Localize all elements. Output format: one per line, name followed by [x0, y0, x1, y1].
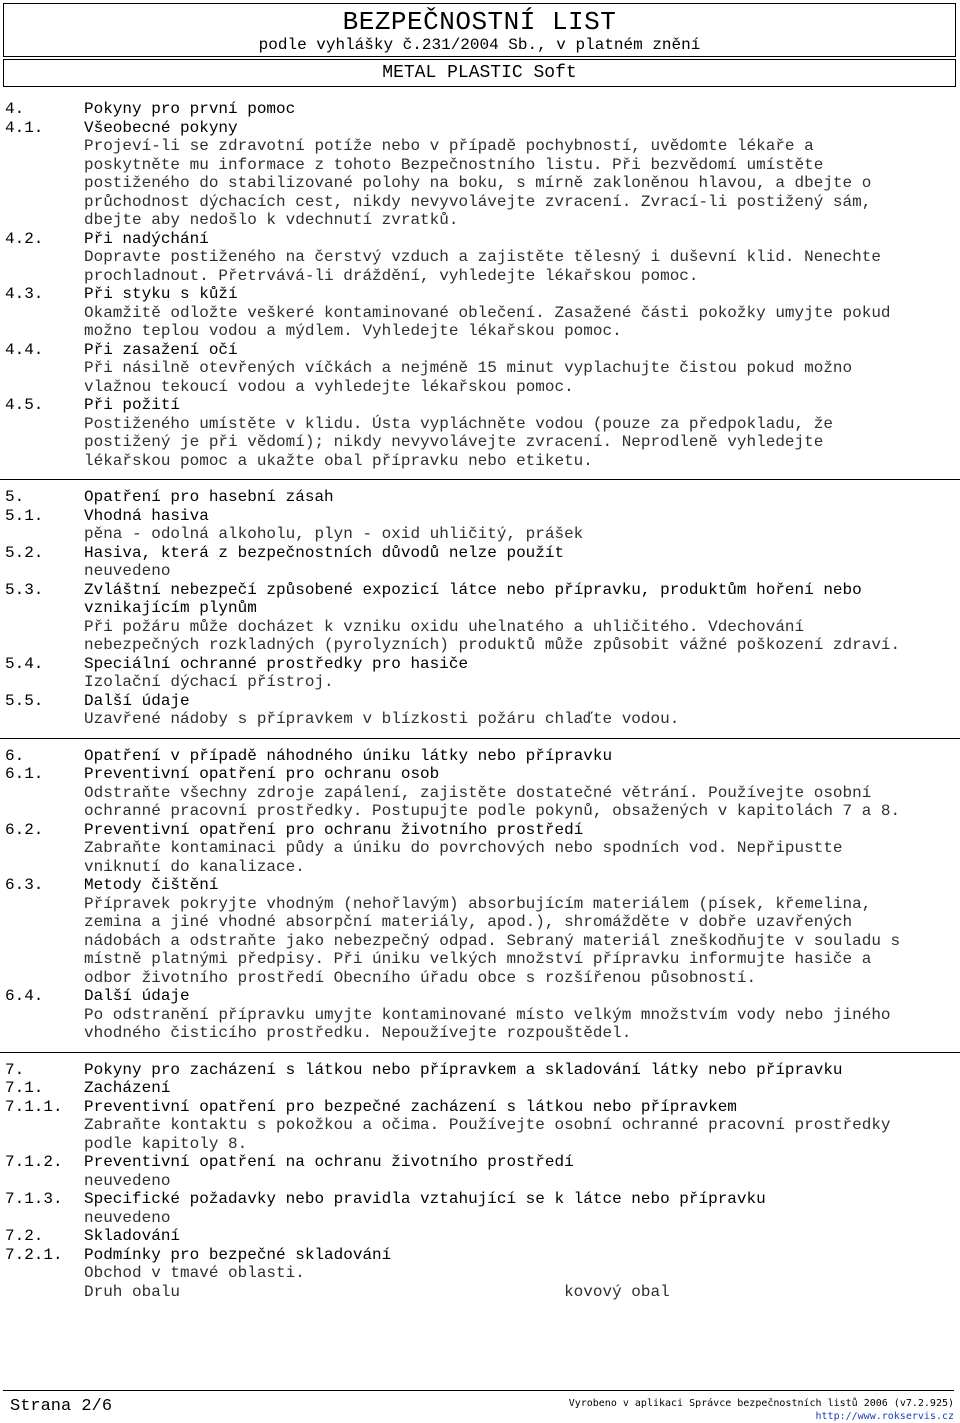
line-text: Opatření pro hasební zásah [84, 488, 334, 506]
body-line [0, 636, 960, 655]
body-line [0, 248, 960, 267]
body-line [0, 858, 960, 877]
section-heading [0, 100, 960, 119]
line-text: Specifické požadavky nebo pravidla vztahující se k látce nebo přípravku [84, 1190, 766, 1208]
section-number [0, 248, 84, 267]
section-number [0, 1172, 84, 1191]
line-text: Projeví-li se zdravotní potíže nebo v případě pochybností, uvědomte lékaře a [84, 137, 814, 155]
section-heading [0, 821, 960, 840]
section-heading [0, 396, 960, 415]
section-number [0, 802, 84, 821]
line-text: Zabraňte kontaminaci půdy a úniku do povrchových nebo spodních vod. Nepřipustte [84, 839, 843, 857]
body-line [0, 378, 960, 397]
body-line [0, 932, 960, 951]
line-text: Zabraňte kontaktu s pokožkou a očima. Používejte osobní ochranné pracovní prostředky [84, 1116, 891, 1134]
section-number [0, 267, 84, 286]
section-heading [0, 1153, 960, 1172]
line-text: Druh obalu kovový obal [84, 1282, 670, 1301]
line-text: vznikajícím plynům [84, 599, 257, 617]
section-number [0, 174, 84, 193]
section-number: 5.2. [5, 543, 44, 562]
body-line [0, 1172, 960, 1191]
body-line [0, 211, 960, 230]
line-text: Hasiva, která z bezpečnostních důvodů nelze použít [84, 543, 565, 562]
section-number: 4.5. [5, 396, 44, 414]
line-text: Okamžitě odložte veškeré kontaminované oblečení. Zasažené části pokožky umyjte pokud [84, 303, 891, 322]
line-text: Dopravte postiženého na čerstvý vzduch a zajistěte tělesný i duševní klid. Nenechte [84, 248, 881, 266]
document-content [0, 100, 960, 1301]
section-number: 5.5. [5, 691, 44, 710]
section-heading [0, 119, 960, 138]
section-heading [0, 1079, 960, 1098]
section-number [0, 433, 84, 452]
footer-credit [569, 1397, 954, 1423]
line-text: Preventivní opatření pro bezpečné zacházení s látkou nebo přípravkem [84, 1097, 737, 1116]
section-heading [0, 655, 960, 674]
body-line [0, 322, 960, 341]
line-text: Speciální ochranné prostředky pro hasiče [84, 654, 469, 673]
section-heading [0, 599, 960, 618]
section-heading [0, 341, 960, 360]
line-text: Zvláštní nebezpečí způsobené expozicí látce nebo přípravku, produktům hoření nebo [84, 580, 862, 599]
line-text: Metody čištění [84, 876, 219, 894]
section-heading [0, 1227, 960, 1246]
line-text: pěna - odolná alkoholu, plyn - oxid uhličitý, prášek [84, 525, 584, 543]
product-box [3, 59, 956, 87]
body-line [0, 913, 960, 932]
line-text: Pokyny pro zacházení s látkou nebo přípravkem a skladování látky nebo přípravku [84, 1060, 843, 1079]
section-number [0, 452, 84, 471]
line-text: neuvedeno [84, 562, 171, 580]
section-number [0, 913, 84, 932]
section-number: 5.4. [5, 654, 44, 673]
section-number: 4.1. [5, 118, 44, 137]
section-number [0, 969, 84, 988]
body-line [0, 839, 960, 858]
section-number: 7.1.2. [5, 1153, 63, 1171]
section-heading [0, 507, 960, 526]
section-number [0, 304, 84, 323]
section-number [0, 378, 84, 397]
line-text: Další údaje [84, 987, 190, 1005]
body-line [0, 784, 960, 803]
line-text: Další údaje [84, 691, 190, 710]
page-number: Strana 2/6 [10, 1397, 113, 1416]
section-heading [0, 692, 960, 711]
section-divider [0, 738, 960, 739]
section-heading [0, 1190, 960, 1209]
line-text: vlažnou tekoucí vodou a vyhledejte lékařskou pomoc. [84, 377, 574, 396]
section-number [0, 932, 84, 951]
section-number [0, 415, 84, 434]
line-text: zemina a jiné vhodné absorpční materiály, apod.), shromážděte v dobře uzavřených [84, 913, 853, 931]
line-text: neuvedeno [84, 1171, 171, 1190]
section-number [0, 1024, 84, 1043]
line-text: dbejte aby nedošlo k vdechnutí zvratků. [84, 211, 459, 229]
body-line [0, 1283, 960, 1302]
body-line [0, 525, 960, 544]
section-number [0, 1283, 84, 1302]
body-line [0, 433, 960, 452]
section-number: 6.2. [5, 820, 44, 839]
section-number: 4.4. [5, 340, 44, 359]
line-text: vniknutí do kanalizace. [84, 857, 305, 876]
body-line [0, 710, 960, 729]
line-text: Při styku s kůží [84, 285, 238, 303]
body-line [0, 1116, 960, 1135]
line-text: ochranné pracovní prostředky. Postupujte podle pokynů, obsažených v kapitolách 7 a 8. [84, 802, 901, 820]
line-text: Preventivní opatření na ochranu životního prostředí [84, 1153, 574, 1171]
section-number [0, 1135, 84, 1154]
section-number [0, 618, 84, 637]
line-text: nádobách a odstraňte jako nebezpečný odpad. Sebraný materiál zneškodňujte v souladu s [84, 931, 901, 950]
line-text: Při nadýchání [84, 229, 209, 248]
body-line [0, 174, 960, 193]
section-heading [0, 1098, 960, 1117]
section-number: 7.2.1. [5, 1245, 63, 1264]
section-number [0, 636, 84, 655]
section-number: 6.4. [5, 987, 44, 1005]
body-line [0, 415, 960, 434]
line-text: Izolační dýchací přístroj. [84, 673, 334, 691]
section-number [0, 193, 84, 212]
line-text: lékařskou pomoc a ukažte obal přípravku nebo etiketu. [84, 451, 593, 470]
section-number [0, 1209, 84, 1228]
section-number: 5.1. [5, 506, 44, 525]
line-text: Pokyny pro první pomoc [84, 100, 296, 118]
line-text: Podmínky pro bezpečné skladování [84, 1245, 392, 1264]
section-number [0, 359, 84, 378]
section-divider [0, 479, 960, 480]
body-line [0, 193, 960, 212]
body-line [0, 1024, 960, 1043]
line-text: Při zasažení očí [84, 340, 238, 359]
line-text: neuvedeno [84, 1208, 171, 1227]
section-heading [0, 1061, 960, 1080]
line-text: Preventivní opatření pro ochranu životního prostředí [84, 820, 584, 839]
line-text: Vhodná hasiva [84, 506, 209, 525]
line-text: Skladování [84, 1227, 181, 1245]
body-line [0, 304, 960, 323]
section-number [0, 858, 84, 877]
body-line [0, 802, 960, 821]
body-line [0, 1264, 960, 1283]
body-line [0, 895, 960, 914]
body-line [0, 673, 960, 692]
body-line [0, 950, 960, 969]
legal-reference: podle vyhlášky č.231/2004 Sb., v platném znění [258, 36, 701, 54]
section-number [0, 525, 84, 544]
section-number [0, 211, 84, 230]
line-text: místně platnými předpisy. Při úniku velkých množství přípravku informujte hasiče a [84, 950, 872, 968]
section-heading [0, 544, 960, 563]
section-number: 7.1.3. [5, 1190, 63, 1208]
section-number [0, 950, 84, 969]
product-name: METAL PLASTIC Soft [382, 63, 577, 83]
line-text: Obchod v tmavé oblasti. [84, 1264, 305, 1282]
generator-text: Vyrobeno v aplikaci Správce bezpečnostních listů 2006 (v7.2.925) [568, 1398, 954, 1409]
line-text: Při požití [84, 396, 181, 414]
document-title: BEZPEČNOSTNÍ LIST [342, 7, 617, 37]
section-number [0, 599, 84, 618]
line-text: Po odstranění přípravku umyjte kontaminované místo velkým množstvím vody nebo jiného [84, 1005, 891, 1024]
header-box [3, 3, 956, 57]
line-text: průchodnost dýchacích cest, nikdy nevyvolávejte zvracení. Zvrací-li postižený sám, [84, 192, 872, 211]
footer-divider [3, 1390, 954, 1391]
section-number: 4.3. [5, 285, 44, 303]
section-number [0, 710, 84, 729]
body-line [0, 267, 960, 286]
generator-link[interactable]: http://www.rokservis.cz [815, 1411, 954, 1422]
line-text: odbor životního prostředí Obecního úřadu obce s rozšířenou působností. [84, 968, 757, 987]
section-heading [0, 876, 960, 895]
section-number [0, 562, 84, 581]
section-number: 5. [5, 488, 25, 506]
section-number [0, 137, 84, 156]
body-line [0, 137, 960, 156]
line-text: Postiženého umístěte v klidu. Ústa vypláchněte vodou (pouze za předpokladu, že [84, 414, 833, 433]
section-heading [0, 230, 960, 249]
line-text: poskytněte mu informace z tohoto Bezpečnostního listu. Při bezvědomí umístěte [84, 155, 824, 174]
section-heading [0, 581, 960, 600]
line-text: prochladnout. Přetrvává-li dráždění, vyhledejte lékařskou pomoc. [84, 266, 699, 285]
body-line [0, 618, 960, 637]
section-heading [0, 765, 960, 784]
line-text: vhodného čisticího prostředku. Nepoužívejte rozpouštědel. [84, 1024, 632, 1042]
line-text: Přípravek pokryjte vhodným (nehořlavým) absorbujícím materiálem (písek, křemelina, [84, 894, 872, 913]
body-line [0, 1006, 960, 1025]
line-text: postižený je při vědomí); nikdy nevyvolávejte zvracení. Neprodleně vyhledejte [84, 433, 824, 451]
section-number: 5.3. [5, 580, 44, 599]
section-number: 7.2. [5, 1227, 44, 1245]
body-line [0, 156, 960, 175]
section-number: 6.1. [5, 765, 44, 783]
section-number [0, 784, 84, 803]
section-heading [0, 488, 960, 507]
section-number: 4.2. [5, 229, 44, 248]
line-text: Uzavřené nádoby s přípravkem v blízkosti požáru chlaďte vodou. [84, 710, 680, 728]
section-number [0, 839, 84, 858]
line-text: nebezpečných rozkladných (pyrolyzních) produktů může způsobit vážné poškození zdraví. [84, 636, 901, 654]
body-line [0, 359, 960, 378]
line-text: možno teplou vodou a mýdlem. Vyhledejte lékařskou pomoc. [84, 322, 622, 340]
line-text: Odstraňte všechny zdroje zapálení, zajistěte dostatečné větrání. Používejte osobní [84, 783, 872, 802]
section-number: 7.1. [5, 1079, 44, 1097]
section-number [0, 156, 84, 175]
section-heading [0, 1246, 960, 1265]
line-text: postiženého do stabilizované polohy na boku, s mírně zakloněnou hlavou, a dbejte o [84, 174, 872, 192]
line-text: Preventivní opatření pro ochranu osob [84, 765, 440, 783]
line-text: podle kapitoly 8. [84, 1134, 248, 1153]
line-text: Všeobecné pokyny [84, 118, 238, 137]
section-number [0, 895, 84, 914]
line-text: Zacházení [84, 1079, 171, 1097]
section-number [0, 1006, 84, 1025]
section-divider [0, 1052, 960, 1053]
section-heading [0, 285, 960, 304]
section-heading [0, 987, 960, 1006]
section-number [0, 673, 84, 692]
body-line [0, 1135, 960, 1154]
section-number [0, 1116, 84, 1135]
body-line [0, 969, 960, 988]
section-heading [0, 747, 960, 766]
section-number [0, 1264, 84, 1283]
body-line [0, 452, 960, 471]
line-text: Opatření v případě náhodného úniku látky nebo přípravku [84, 746, 613, 765]
section-number: 7.1.1. [5, 1097, 63, 1116]
section-number: 6.3. [5, 876, 44, 894]
section-number: 6. [5, 746, 25, 765]
section-number: 7. [5, 1060, 25, 1079]
body-line [0, 1209, 960, 1228]
line-text: Při požáru může docházet k vzniku oxidu uhelnatého a uhličitého. Vdechování [84, 617, 805, 636]
section-number [0, 322, 84, 341]
section-number: 4. [5, 100, 25, 118]
line-text: Při násilně otevřených víčkách a nejméně 15 minut vyplachujte čistou pokud možno [84, 359, 853, 377]
body-line [0, 562, 960, 581]
